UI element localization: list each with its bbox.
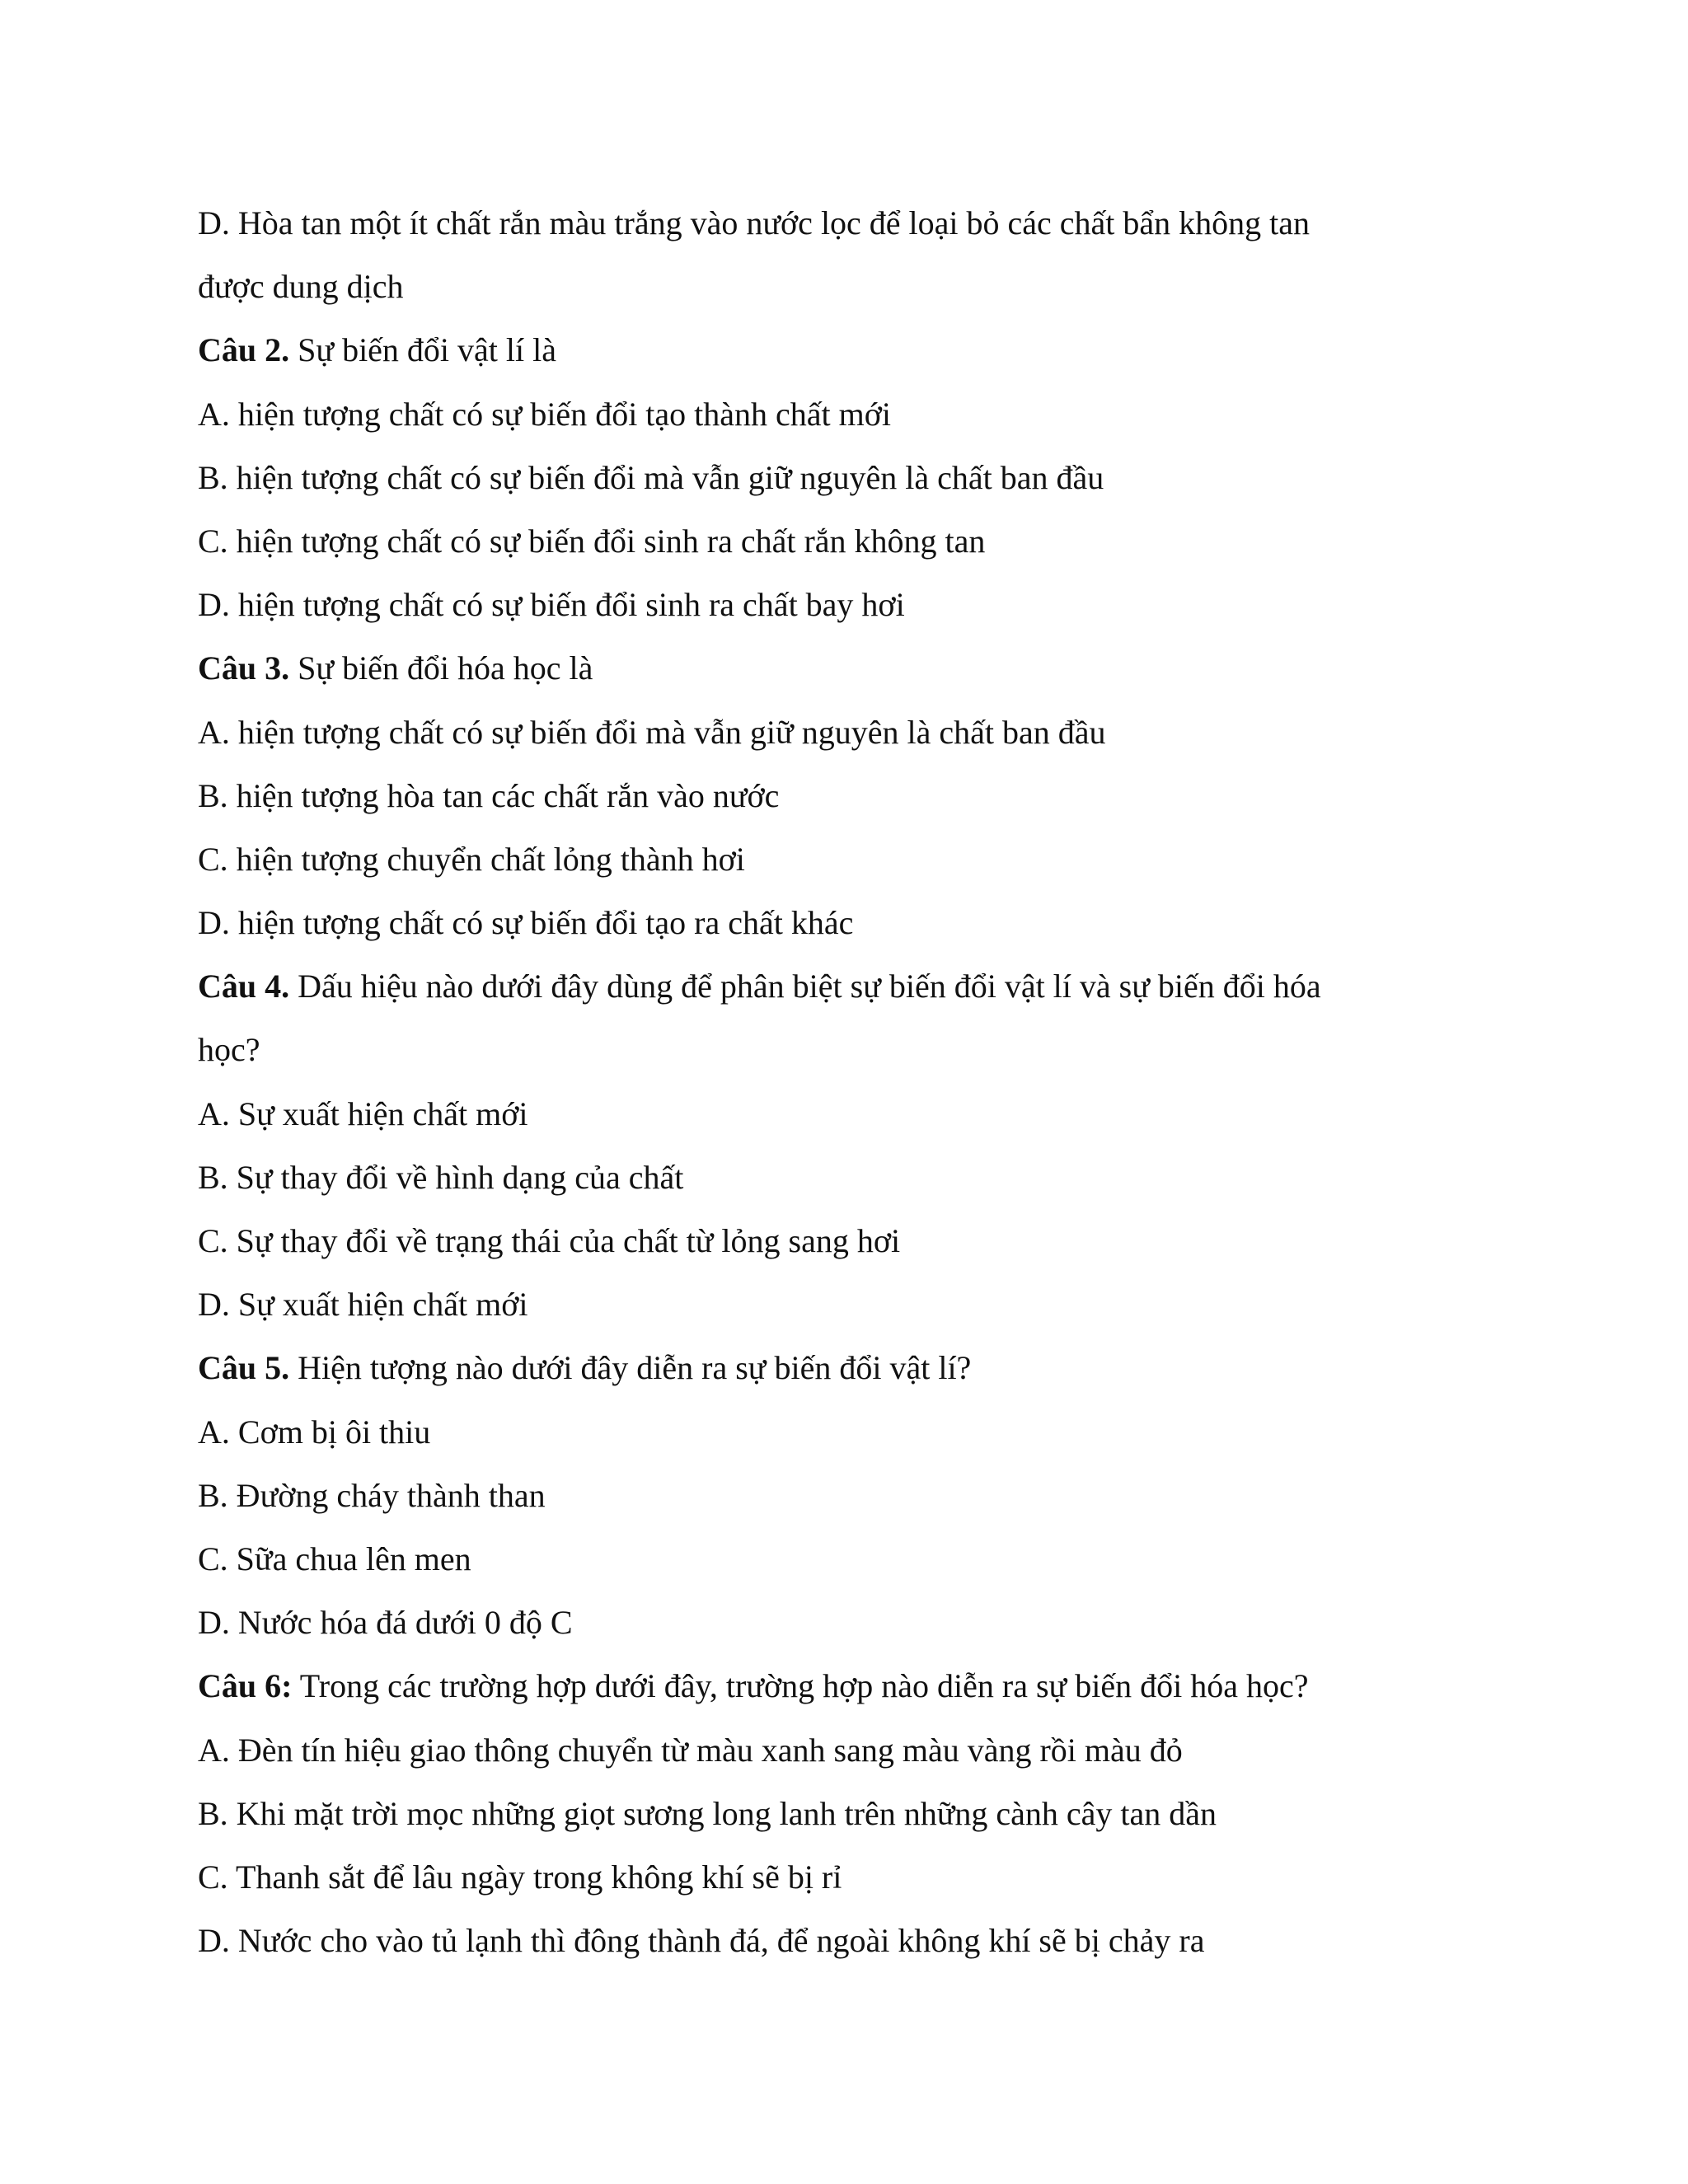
question-2-option-d: D. hiện tượng chất có sự biến đổi sinh ra chất bay hơi — [198, 586, 905, 624]
question-3-option-d: D. hiện tượng chất có sự biến đổi tạo ra chất khác — [198, 904, 854, 942]
question-5-option-b: B. Đường cháy thành than — [198, 1476, 546, 1514]
question-6-option-c: C. Thanh sắt để lâu ngày trong không khí sẽ bị rỉ — [198, 1858, 842, 1896]
option-text-continuation: được dung dịch — [198, 268, 404, 306]
question-4 — [198, 954, 1500, 1018]
question-3-option-c: C. hiện tượng chuyển chất lỏng thành hơi — [198, 840, 745, 878]
question-6 — [198, 1654, 1500, 1718]
question-4-option-d: D. Sự xuất hiện chất mới — [198, 1286, 528, 1324]
question-4-option-a: A. Sự xuất hiện chất mới — [198, 1094, 528, 1132]
question-4-option-c: C. Sự thay đổi về trạng thái của chất từ lỏng sang hơi — [198, 1222, 901, 1259]
question-6-option-d: D. Nước cho vào tủ lạnh thì đông thành đá, để ngoài không khí sẽ bị chảy ra — [198, 1922, 1205, 1960]
question-text: Hiện tượng nào dưới đây diễn ra sự biến đổi vật lí? — [289, 1349, 972, 1387]
document-page — [198, 191, 1500, 1972]
question-text: Dấu hiệu nào dưới đây dùng để phân biệt sự biến đổi vật lí và sự biến đổi hóa — [289, 968, 1321, 1005]
question-6-option-a: A. Đèn tín hiệu giao thông chuyển từ màu xanh sang màu vàng rồi màu đỏ — [198, 1731, 1183, 1769]
question-3-option-a: A. hiện tượng chất có sự biến đổi mà vẫn giữ nguyên là chất ban đầu — [198, 713, 1106, 751]
question-2-option-a: A. hiện tượng chất có sự biến đổi tạo thành chất mới — [198, 395, 892, 433]
question-label: Câu 2. — [198, 331, 290, 369]
question-5-option-c: C. Sữa chua lên men — [198, 1540, 471, 1577]
question-label: Câu 6: — [198, 1667, 293, 1705]
question-6-option-b: B. Khi mặt trời mọc những giọt sương long lanh trên những cành cây tan dần — [198, 1794, 1217, 1832]
question-text: Sự biến đổi hóa học là — [289, 649, 593, 687]
question-label: Câu 5. — [198, 1349, 290, 1387]
question-5 — [198, 1336, 1500, 1399]
question-2-option-c: C. hiện tượng chất có sự biến đổi sinh ra chất rắn không tan — [198, 522, 986, 560]
question-2-option-b: B. hiện tượng chất có sự biến đổi mà vẫn giữ nguyên là chất ban đầu — [198, 458, 1104, 496]
question-5-option-d: D. Nước hóa đá dưới 0 độ C — [198, 1604, 573, 1642]
question-label: Câu 4. — [198, 968, 290, 1005]
question-4-option-b: B. Sự thay đổi về hình dạng của chất — [198, 1158, 684, 1196]
question-text: Sự biến đổi vật lí là — [289, 331, 557, 369]
question-3 — [198, 636, 1500, 700]
option-text: D. Hòa tan một ít chất rắn màu trắng vào nước lọc để loại bỏ các chất bẩn không tan — [198, 204, 1311, 241]
question-text: Trong các trường hợp dưới đây, trường hợp nào diễn ra sự biến đổi hóa học? — [292, 1667, 1309, 1705]
question-label: Câu 3. — [198, 649, 290, 687]
question-2 — [198, 318, 1500, 382]
question-3-option-b: B. hiện tượng hòa tan các chất rắn vào nước — [198, 776, 780, 814]
question-4-text-continuation: học? — [198, 1031, 260, 1069]
question-5-option-a: A. Cơm bị ôi thiu — [198, 1413, 431, 1451]
